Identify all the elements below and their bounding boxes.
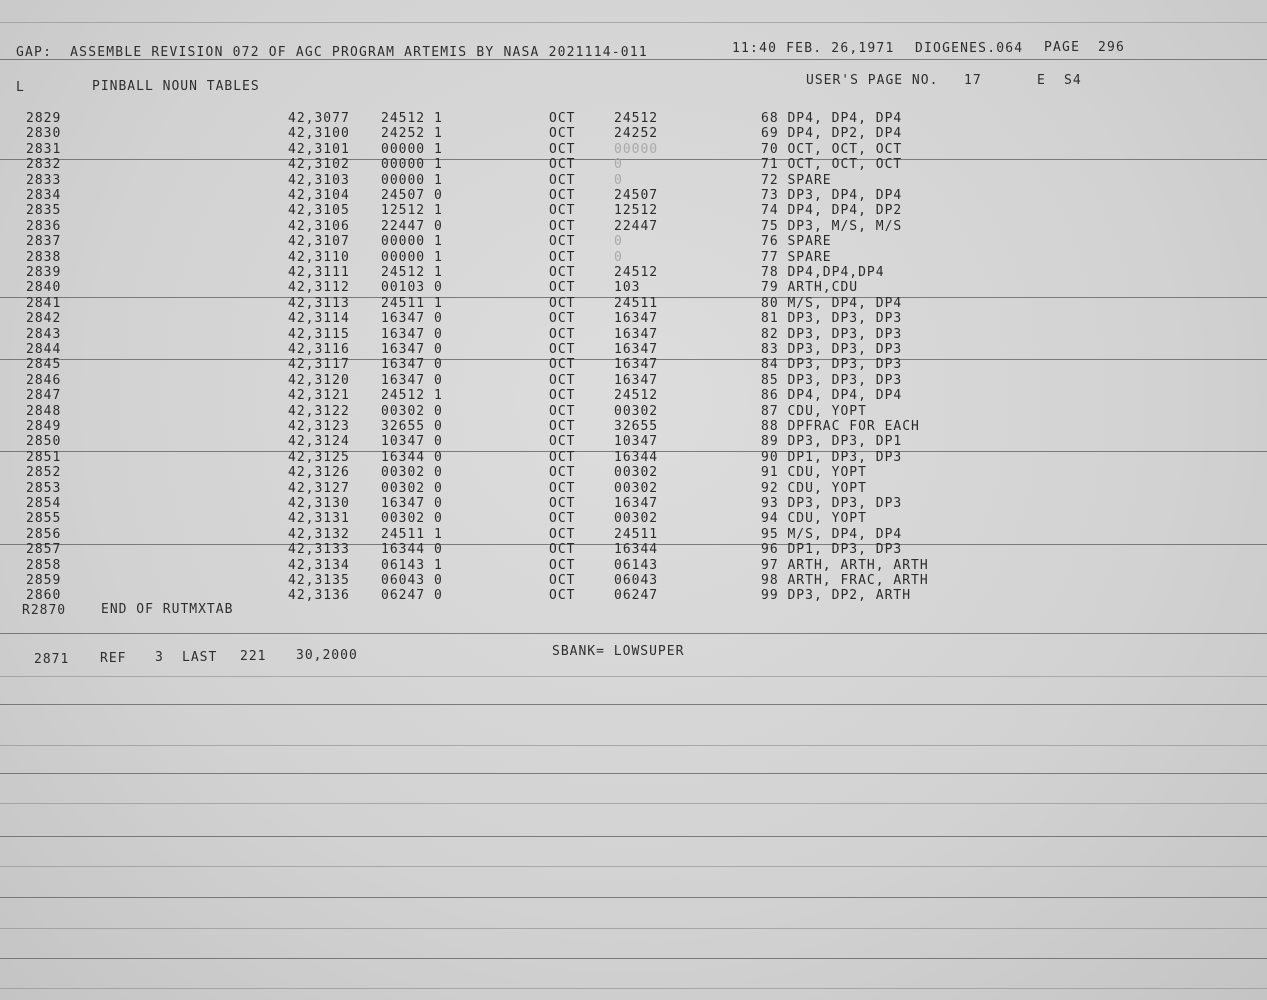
address: 42,3106 [288, 219, 350, 234]
operand: 24507 [614, 188, 659, 203]
operand: 22447 [614, 219, 659, 234]
listing-row [0, 528, 1267, 543]
comment: 75 DP3, M/S, M/S [761, 219, 903, 234]
footer-ref-value: 3 [155, 650, 164, 665]
opcode: OCT [549, 111, 576, 126]
listing-row [0, 189, 1267, 204]
listing-row [0, 389, 1267, 404]
listing-row [0, 251, 1267, 266]
section-marker: L [16, 80, 25, 95]
line-number: 2853 [26, 481, 62, 496]
address: 42,3122 [288, 404, 350, 419]
listing-row [0, 451, 1267, 466]
comment: 89 DP3, DP3, DP1 [761, 434, 903, 449]
opcode: OCT [549, 558, 576, 573]
operand: 24512 [614, 265, 659, 280]
footer-ref-label: REF [100, 651, 127, 666]
address: 42,3134 [288, 558, 350, 573]
line-number: 2841 [26, 296, 62, 311]
octal-word: 32655 0 [381, 419, 443, 434]
listing-row [0, 543, 1267, 558]
comment: 95 M/S, DP4, DP4 [761, 527, 903, 542]
octal-word: 00302 0 [381, 481, 443, 496]
operand: 32655 [614, 419, 659, 434]
line-number: 2850 [26, 434, 62, 449]
listing-row [0, 343, 1267, 358]
line-number: 2832 [26, 157, 62, 172]
line-number: 2830 [26, 126, 62, 141]
operand: 00302 [614, 481, 659, 496]
octal-word: 22447 0 [381, 219, 443, 234]
octal-word: 00000 1 [381, 142, 443, 157]
users-page-number: 17 [964, 73, 982, 88]
footer-last-value: 221 [240, 649, 267, 664]
address: 42,3113 [288, 296, 350, 311]
comment: 82 DP3, DP3, DP3 [761, 327, 903, 342]
opcode: OCT [549, 450, 576, 465]
operand: 24252 [614, 126, 659, 141]
comment: 90 DP1, DP3, DP3 [761, 450, 903, 465]
operand: 00302 [614, 404, 659, 419]
address: 42,3107 [288, 234, 350, 249]
listing-source: DIOGENES.064 [915, 41, 1024, 56]
address: 42,3131 [288, 511, 350, 526]
listing-row [0, 220, 1267, 235]
operand: 06043 [614, 573, 659, 588]
line-number: 2842 [26, 311, 62, 326]
comment: 85 DP3, DP3, DP3 [761, 373, 903, 388]
listing-row [0, 312, 1267, 327]
line-number: 2854 [26, 496, 62, 511]
opcode: OCT [549, 250, 576, 265]
line-number: 2849 [26, 419, 62, 434]
page-label: PAGE [1044, 40, 1081, 55]
address: 42,3120 [288, 373, 350, 388]
line-number: 2829 [26, 111, 62, 126]
paper-rule [0, 836, 1267, 837]
listing-row [0, 574, 1267, 589]
comment: 72 SPARE [761, 173, 832, 188]
line-number: 2843 [26, 327, 62, 342]
line-number: 2840 [26, 280, 62, 295]
paper-rule [0, 633, 1267, 634]
paper-rule [0, 988, 1267, 989]
line-number: 2848 [26, 404, 62, 419]
listing-row [0, 512, 1267, 527]
listing-row [0, 328, 1267, 343]
comment: 77 SPARE [761, 250, 832, 265]
operand: 0 [614, 250, 623, 265]
operand: 00000 [614, 142, 659, 157]
listing-row [0, 204, 1267, 219]
paper-rule [0, 745, 1267, 746]
octal-word: 06043 0 [381, 573, 443, 588]
sbank-setting: SBANK= LOWSUPER [552, 644, 685, 659]
listing-title: GAP: ASSEMBLE REVISION 072 OF AGC PROGRAM ARTEMIS BY NASA 2021114-011 [16, 45, 648, 60]
octal-word: 24252 1 [381, 126, 443, 141]
address: 42,3124 [288, 434, 350, 449]
octal-word: 06143 1 [381, 558, 443, 573]
listing-row [0, 466, 1267, 481]
listing-row [0, 143, 1267, 158]
comment: 94 CDU, YOPT [761, 511, 867, 526]
address: 42,3126 [288, 465, 350, 480]
operand: 00302 [614, 465, 659, 480]
comment: 83 DP3, DP3, DP3 [761, 342, 903, 357]
comment: 79 ARTH,CDU [761, 280, 859, 295]
comment: 92 CDU, YOPT [761, 481, 867, 496]
listing-row [0, 297, 1267, 312]
line-number: 2838 [26, 250, 62, 265]
listing-row [0, 112, 1267, 127]
end-line-number: R2870 [22, 603, 67, 618]
address: 42,3112 [288, 280, 350, 295]
opcode: OCT [549, 126, 576, 141]
line-number: 2834 [26, 188, 62, 203]
opcode: OCT [549, 173, 576, 188]
line-number: 2835 [26, 203, 62, 218]
listing-row [0, 235, 1267, 250]
line-number: 2858 [26, 558, 62, 573]
listing-row [0, 174, 1267, 189]
line-number: 2855 [26, 511, 62, 526]
operand: 10347 [614, 434, 659, 449]
address: 42,3105 [288, 203, 350, 218]
address: 42,3111 [288, 265, 350, 280]
operand: 16347 [614, 311, 659, 326]
section-title: PINBALL NOUN TABLES [92, 79, 260, 94]
line-number: 2836 [26, 219, 62, 234]
opcode: OCT [549, 481, 576, 496]
opcode: OCT [549, 234, 576, 249]
comment: 69 DP4, DP2, DP4 [761, 126, 903, 141]
comment: 98 ARTH, FRAC, ARTH [761, 573, 929, 588]
address: 42,3100 [288, 126, 350, 141]
paper-rule [0, 866, 1267, 867]
address: 42,3116 [288, 342, 350, 357]
listing-row [0, 497, 1267, 512]
address: 42,3110 [288, 250, 350, 265]
line-number: 2846 [26, 373, 62, 388]
octal-word: 24511 1 [381, 527, 443, 542]
octal-word: 00302 0 [381, 511, 443, 526]
comment: 96 DP1, DP3, DP3 [761, 542, 903, 557]
address: 42,3136 [288, 588, 350, 603]
operand: 0 [614, 234, 623, 249]
operand: 06143 [614, 558, 659, 573]
line-number: 2839 [26, 265, 62, 280]
tag-s: S4 [1064, 73, 1082, 88]
tag-e: E [1037, 73, 1046, 88]
operand: 0 [614, 157, 623, 172]
address: 42,3102 [288, 157, 350, 172]
address: 42,3132 [288, 527, 350, 542]
opcode: OCT [549, 527, 576, 542]
paper-rule [0, 22, 1267, 23]
line-number: 2831 [26, 142, 62, 157]
octal-word: 00302 0 [381, 404, 443, 419]
line-number: 2847 [26, 388, 62, 403]
comment: 99 DP3, DP2, ARTH [761, 588, 912, 603]
operand: 24511 [614, 296, 659, 311]
operand: 16344 [614, 450, 659, 465]
octal-word: 16344 0 [381, 450, 443, 465]
opcode: OCT [549, 188, 576, 203]
operand: 16347 [614, 327, 659, 342]
address: 42,3077 [288, 111, 350, 126]
listing-row [0, 158, 1267, 173]
listing-row [0, 358, 1267, 373]
opcode: OCT [549, 404, 576, 419]
line-number: 2856 [26, 527, 62, 542]
octal-word: 00000 1 [381, 173, 443, 188]
octal-word: 24512 1 [381, 265, 443, 280]
opcode: OCT [549, 342, 576, 357]
page-number: 296 [1098, 40, 1126, 55]
operand: 24511 [614, 527, 659, 542]
opcode: OCT [549, 388, 576, 403]
operand: 103 [614, 280, 641, 295]
opcode: OCT [549, 373, 576, 388]
line-number: 2844 [26, 342, 62, 357]
opcode: OCT [549, 311, 576, 326]
opcode: OCT [549, 157, 576, 172]
comment: 71 OCT, OCT, OCT [761, 157, 903, 172]
paper-rule [0, 704, 1267, 705]
comment: 70 OCT, OCT, OCT [761, 142, 903, 157]
listing-row [0, 405, 1267, 420]
octal-word: 16347 0 [381, 311, 443, 326]
comment: 84 DP3, DP3, DP3 [761, 357, 903, 372]
address: 42,3104 [288, 188, 350, 203]
listing-timestamp: 11:40 FEB. 26,1971 [732, 41, 895, 56]
operand: 0 [614, 173, 623, 188]
paper-rule [0, 958, 1267, 959]
address: 42,3130 [288, 496, 350, 511]
opcode: OCT [549, 327, 576, 342]
listing-row [0, 420, 1267, 435]
octal-word: 00000 1 [381, 157, 443, 172]
operand: 24512 [614, 111, 659, 126]
comment: 76 SPARE [761, 234, 832, 249]
listing-row [0, 482, 1267, 497]
line-number: 2860 [26, 588, 62, 603]
line-number: 2859 [26, 573, 62, 588]
listing-row [0, 281, 1267, 296]
footer-last-label: LAST [182, 650, 218, 665]
opcode: OCT [549, 496, 576, 511]
operand: 16347 [614, 342, 659, 357]
opcode: OCT [549, 296, 576, 311]
comment: 91 CDU, YOPT [761, 465, 867, 480]
listing-row [0, 435, 1267, 450]
line-number: 2851 [26, 450, 62, 465]
listing-row [0, 559, 1267, 574]
comment: 86 DP4, DP4, DP4 [761, 388, 903, 403]
address: 42,3125 [288, 450, 350, 465]
octal-word: 24507 0 [381, 188, 443, 203]
address: 42,3101 [288, 142, 350, 157]
paper-rule [0, 803, 1267, 804]
users-page-label: USER'S PAGE NO. [806, 73, 939, 88]
operand: 12512 [614, 203, 659, 218]
octal-word: 12512 1 [381, 203, 443, 218]
comment: 97 ARTH, ARTH, ARTH [761, 558, 929, 573]
paper-rule [0, 773, 1267, 774]
line-number: 2833 [26, 173, 62, 188]
opcode: OCT [549, 573, 576, 588]
opcode: OCT [549, 357, 576, 372]
octal-word: 16344 0 [381, 542, 443, 557]
operand: 16347 [614, 357, 659, 372]
opcode: OCT [549, 511, 576, 526]
octal-word: 16347 0 [381, 373, 443, 388]
address: 42,3123 [288, 419, 350, 434]
octal-word: 10347 0 [381, 434, 443, 449]
operand: 06247 [614, 588, 659, 603]
footer-line-number: 2871 [34, 652, 70, 667]
address: 42,3117 [288, 357, 350, 372]
end-line-text: END OF RUTMXTAB [101, 602, 234, 617]
octal-word: 24511 1 [381, 296, 443, 311]
opcode: OCT [549, 219, 576, 234]
line-number: 2837 [26, 234, 62, 249]
footer-address: 30,2000 [296, 648, 358, 663]
octal-word: 16347 0 [381, 342, 443, 357]
opcode: OCT [549, 465, 576, 480]
comment: 87 CDU, YOPT [761, 404, 867, 419]
opcode: OCT [549, 265, 576, 280]
line-number: 2845 [26, 357, 62, 372]
opcode: OCT [549, 434, 576, 449]
line-number: 2852 [26, 465, 62, 480]
octal-word: 16347 0 [381, 327, 443, 342]
octal-word: 00000 1 [381, 250, 443, 265]
opcode: OCT [549, 203, 576, 218]
opcode: OCT [549, 142, 576, 157]
address: 42,3103 [288, 173, 350, 188]
paper-rule [0, 676, 1267, 677]
octal-word: 00000 1 [381, 234, 443, 249]
address: 42,3133 [288, 542, 350, 557]
octal-word: 00302 0 [381, 465, 443, 480]
operand: 24512 [614, 388, 659, 403]
opcode: OCT [549, 419, 576, 434]
opcode: OCT [549, 588, 576, 603]
comment: 68 DP4, DP4, DP4 [761, 111, 903, 126]
paper-rule [0, 897, 1267, 898]
octal-word: 00103 0 [381, 280, 443, 295]
address: 42,3127 [288, 481, 350, 496]
operand: 16347 [614, 373, 659, 388]
listing-row [0, 266, 1267, 281]
line-number: 2857 [26, 542, 62, 557]
comment: 88 DPFRAC FOR EACH [761, 419, 920, 434]
operand: 16344 [614, 542, 659, 557]
listing-row [0, 127, 1267, 142]
operand: 00302 [614, 511, 659, 526]
paper-rule [0, 928, 1267, 929]
octal-word: 16347 0 [381, 496, 443, 511]
operand: 16347 [614, 496, 659, 511]
octal-word: 06247 0 [381, 588, 443, 603]
listing-row [0, 374, 1267, 389]
opcode: OCT [549, 280, 576, 295]
comment: 81 DP3, DP3, DP3 [761, 311, 903, 326]
octal-word: 24512 1 [381, 111, 443, 126]
address: 42,3135 [288, 573, 350, 588]
comment: 80 M/S, DP4, DP4 [761, 296, 903, 311]
address: 42,3114 [288, 311, 350, 326]
comment: 78 DP4,DP4,DP4 [761, 265, 885, 280]
comment: 73 DP3, DP4, DP4 [761, 188, 903, 203]
comment: 74 DP4, DP4, DP2 [761, 203, 903, 218]
octal-word: 24512 1 [381, 388, 443, 403]
comment: 93 DP3, DP3, DP3 [761, 496, 903, 511]
address: 42,3115 [288, 327, 350, 342]
octal-word: 16347 0 [381, 357, 443, 372]
address: 42,3121 [288, 388, 350, 403]
opcode: OCT [549, 542, 576, 557]
